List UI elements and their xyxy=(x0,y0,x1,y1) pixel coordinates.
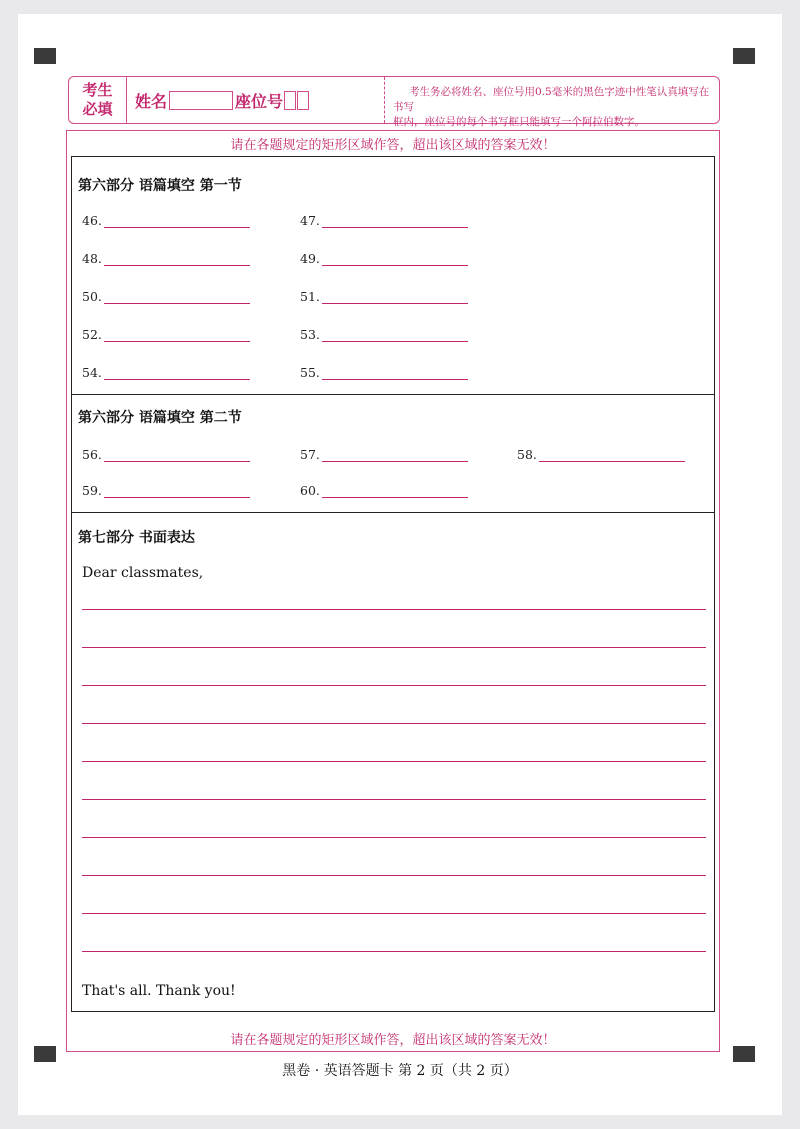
answer-line[interactable] xyxy=(322,216,468,228)
bottom-warning: 请在各题规定的矩形区域作答，超出该区域的答案无效！ xyxy=(230,1033,556,1048)
writing-line[interactable] xyxy=(82,761,706,762)
answer-line[interactable] xyxy=(104,216,250,228)
answer-line[interactable] xyxy=(322,292,468,304)
writing-line[interactable] xyxy=(82,799,706,800)
answer-item: 48. xyxy=(82,251,250,266)
answer-line[interactable] xyxy=(104,450,250,462)
answer-item: 46. xyxy=(82,213,250,228)
registration-mark-top-left xyxy=(34,48,56,64)
seat-digit-box-1[interactable] xyxy=(284,91,296,110)
answer-item: 52. xyxy=(82,327,250,342)
answer-item: 51. xyxy=(300,289,468,304)
page-footer: 黑卷 · 英语答题卡 第 2 页（共 2 页） xyxy=(282,1063,518,1079)
section-part7-writing xyxy=(72,513,714,1011)
registration-mark-top-right xyxy=(733,48,755,64)
answer-item: 55. xyxy=(300,365,468,380)
answer-line[interactable] xyxy=(104,292,250,304)
writing-line[interactable] xyxy=(82,723,706,724)
section-title: 第六部分 语篇填空 第一节 xyxy=(78,178,242,194)
answer-line[interactable] xyxy=(539,450,685,462)
writing-line[interactable] xyxy=(82,837,706,838)
top-warning: 请在各题规定的矩形区域作答，超出该区域的答案无效！ xyxy=(230,138,556,153)
writing-line[interactable] xyxy=(82,913,706,914)
answer-line[interactable] xyxy=(322,368,468,380)
seat-digit-box-2[interactable] xyxy=(297,91,309,110)
must-fill-label: 考生 必填 xyxy=(69,77,127,123)
section-title: 第七部分 书面表达 xyxy=(78,530,195,546)
answer-line[interactable] xyxy=(322,450,468,462)
answer-line[interactable] xyxy=(322,486,468,498)
answer-item: 54. xyxy=(82,365,250,380)
section-part6-2 xyxy=(72,395,714,513)
answer-line[interactable] xyxy=(104,330,250,342)
writing-line[interactable] xyxy=(82,685,706,686)
writing-line[interactable] xyxy=(82,609,706,610)
name-seat-fields xyxy=(127,77,385,123)
section-part6-1 xyxy=(72,157,714,395)
candidate-info-header xyxy=(68,76,720,128)
writing-line[interactable] xyxy=(82,647,706,648)
letter-greeting: Dear classmates, xyxy=(82,565,204,581)
answer-item: 60. xyxy=(300,483,468,498)
fill-instructions: 考生务必将姓名、座位号用0.5毫米的黑色字迹中性笔认真填写在书写 框内，座位号的每个书写框只能填写一个阿拉伯数字。 xyxy=(393,86,710,128)
answer-item: 58. xyxy=(517,447,685,462)
writing-line[interactable] xyxy=(82,951,706,952)
answer-line[interactable] xyxy=(322,254,468,266)
answer-area xyxy=(71,156,715,1012)
writing-line[interactable] xyxy=(82,875,706,876)
seat-label: 座位号 xyxy=(235,91,284,111)
answer-line[interactable] xyxy=(104,486,250,498)
answer-item: 56. xyxy=(82,447,250,462)
name-input-box[interactable] xyxy=(169,91,233,110)
answer-line[interactable] xyxy=(104,368,250,380)
answer-item: 49. xyxy=(300,251,468,266)
answer-item: 50. xyxy=(82,289,250,304)
answer-area-frame xyxy=(66,130,720,1052)
letter-closing: That's all. Thank you! xyxy=(82,983,236,999)
answer-item: 57. xyxy=(300,447,468,462)
answer-line[interactable] xyxy=(104,254,250,266)
answer-item: 59. xyxy=(82,483,250,498)
section-title: 第六部分 语篇填空 第二节 xyxy=(78,410,242,426)
name-label: 姓名 xyxy=(135,91,168,111)
answer-item: 47. xyxy=(300,213,468,228)
answer-line[interactable] xyxy=(322,330,468,342)
answer-item: 53. xyxy=(300,327,468,342)
